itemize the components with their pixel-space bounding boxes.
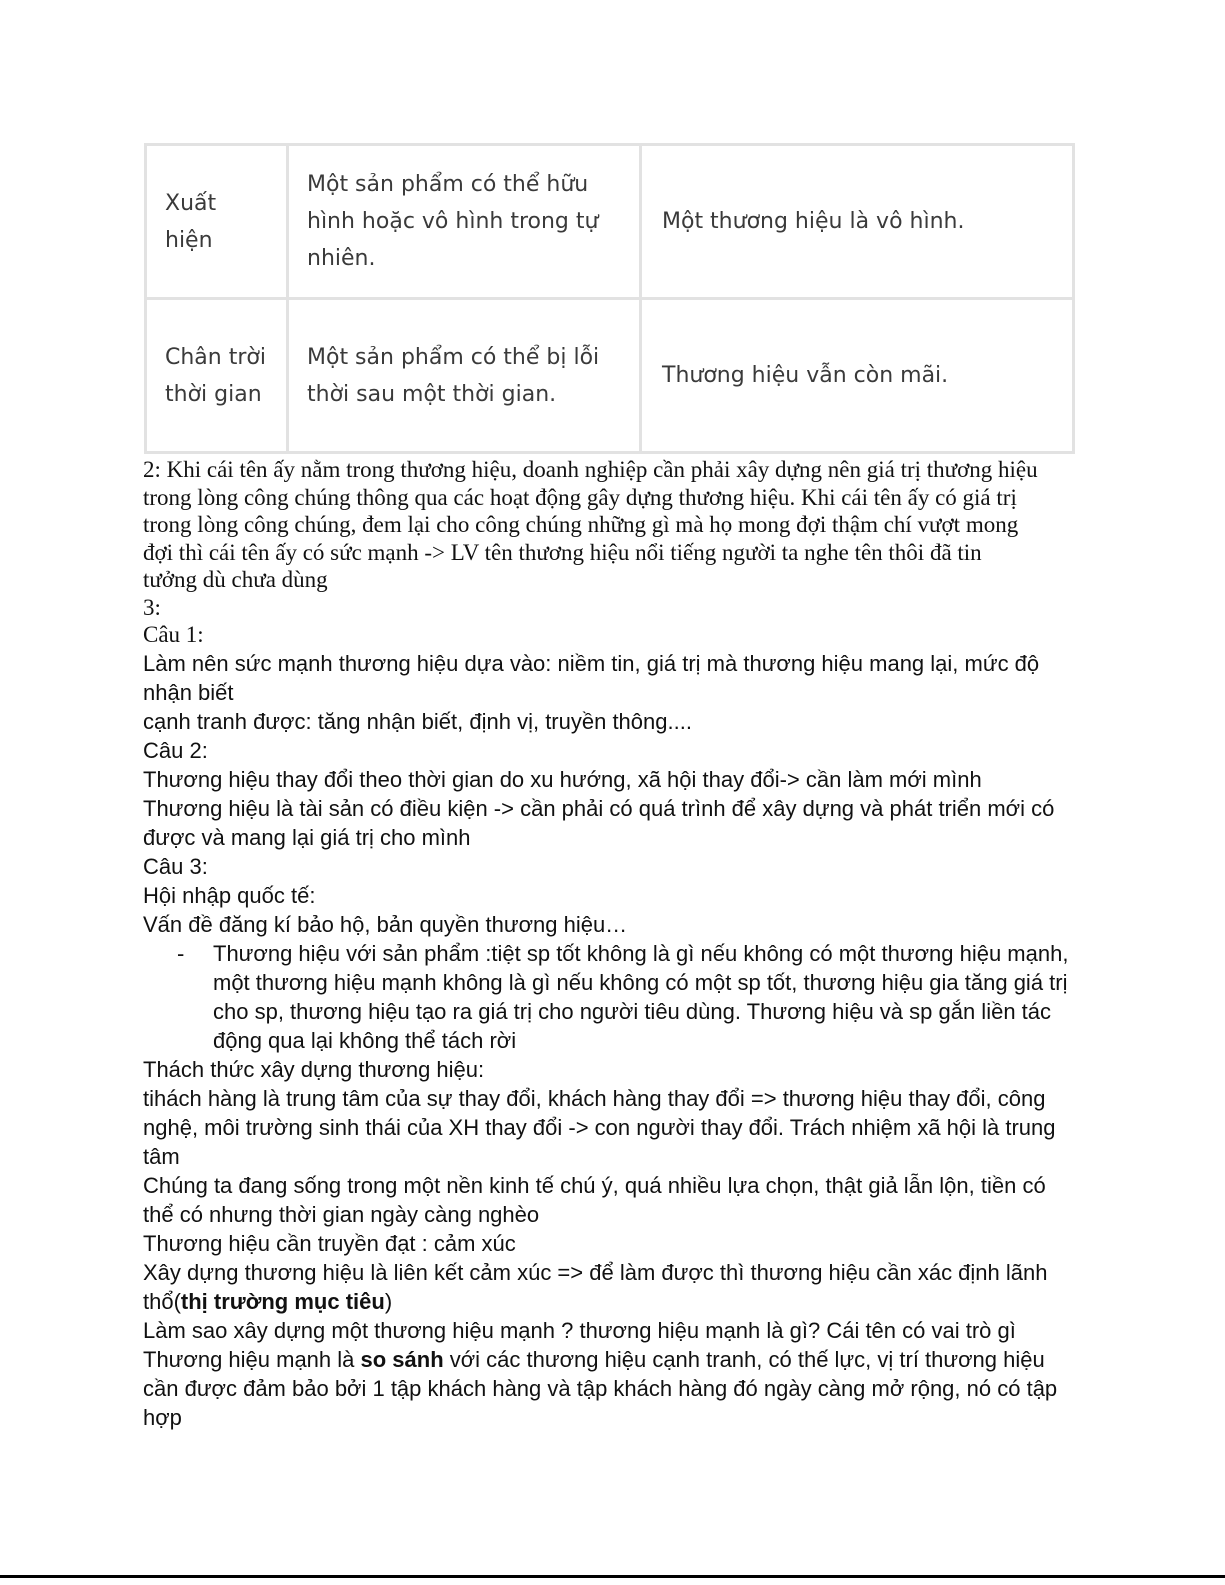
paragraph: Thương hiệu thay đổi theo thời gian do xu hướng, xã hội thay đổi-> cần làm mới mình [143, 766, 982, 792]
text-line: tưởng dù chưa dùng [143, 567, 328, 592]
bold-text: so sánh [360, 1346, 444, 1372]
bullet-text: Thương hiệu với sản phẩm :tiệt sp tốt không là gì nếu không có một thương hiệu mạnh, một thương hiệu mạnh không là gì nếu không có một sp tốt, thương hiệu gia tăng giá trị cho sp, thương hiệu tạo ra giá trị cho người tiêu dùng. Thương hiệu và sp gắn liền tác động qua lại không thể tách rời [213, 940, 1069, 1053]
table-cell-label: Chân trời thời gian [146, 299, 288, 453]
text-line: đợi thì cái tên ấy có sức mạnh -> LV tên thương hiệu nổi tiếng người ta nghe tên thôi đã tin [143, 539, 982, 565]
table-cell-brand: Một thương hiệu là vô hình. [641, 145, 1074, 299]
table-row [146, 299, 1074, 453]
text-run: Thương hiệu mạnh là [143, 1346, 361, 1372]
question-heading-3: Câu 3: [143, 853, 208, 879]
paragraph: Vấn đề đăng kí bảo hộ, bản quyền thương hiệu… [143, 911, 628, 937]
paragraph: Thương hiệu cần truyền đạt : cảm xúc [143, 1230, 516, 1256]
sans-section [143, 649, 1073, 1432]
section-heading-3: 3: [143, 594, 161, 620]
serif-section [143, 456, 1073, 649]
table-cell-label: Xuất hiện [146, 145, 288, 299]
bullet-item [143, 939, 1073, 1055]
question-heading-2: Câu 2: [143, 737, 208, 763]
document-body [143, 456, 1073, 1432]
comparison-table [144, 143, 1075, 454]
paragraph: tihách hàng là trung tâm của sự thay đổi, khách hàng thay đổi => thương hiệu thay đổi, công nghệ, môi trường sinh thái của XH thay đổi -> con người thay đổi. Trách nhiệm xã hội là trung tâm [143, 1085, 1056, 1169]
text-line: 2: Khi cái tên ấy nằm trong thương hiệu, doanh nghiệp cần phải xây dựng nên giá trị thương hiệu [143, 457, 1038, 482]
text-run: Xây dựng thương hiệu là liên kết cảm xúc => để làm được thì thương hiệu cần xác định lãnh thổ( [143, 1259, 1048, 1314]
page-bottom-rule [0, 1575, 1225, 1578]
paragraph: Thách thức xây dựng thương hiệu: [143, 1056, 485, 1082]
text-run: với các thương hiệu cạnh tranh, có thế lực, vị trí thương hiệu cần được đảm bảo bởi 1 tập khách hàng và tập khách hàng đó ngày càng mở rộng, nó có tập hợp [143, 1346, 1058, 1430]
text-line: trong lòng công chúng thông qua các hoạt động gây dựng thương hiệu. Khi cái tên ấy có giá trị [143, 484, 1017, 510]
paragraph: Hội nhập quốc tế: [143, 882, 316, 908]
bold-text: thị trường mục tiêu [180, 1288, 385, 1314]
bullet-dash: - [177, 940, 185, 966]
paragraph: Làm nên sức mạnh thương hiệu dựa vào: niềm tin, giá trị mà thương hiệu mang lại, mức độ nhận biết [143, 650, 1040, 705]
text-line: trong lòng công chúng, đem lại cho công chúng những gì mà họ mong đợi thậm chí vượt mong [143, 512, 1019, 537]
question-heading-1: Câu 1: [143, 622, 204, 647]
paragraph: Chúng ta đang sống trong một nền kinh tế chú ý, quá nhiều lựa chọn, thật giả lẫn lộn, tiền có thể có nhưng thời gian ngày càng nghèo [143, 1172, 1046, 1227]
table-cell-product: Một sản phẩm có thể bị lỗi thời sau một thời gian. [288, 299, 641, 453]
paragraph: cạnh tranh được: tăng nhận biết, định vị, truyền thông.... [143, 708, 692, 734]
paragraph: Thương hiệu là tài sản có điều kiện -> cần phải có quá trình để xây dựng và phát triển mới có được và mang lại giá trị cho mình [143, 795, 1055, 850]
table-row [146, 145, 1074, 299]
paragraph [143, 1258, 1073, 1316]
table-cell-product: Một sản phẩm có thể hữu hình hoặc vô hình trong tự nhiên. [288, 145, 641, 299]
text-run: ) [384, 1288, 393, 1314]
paragraph [143, 1345, 1073, 1432]
paragraph: Làm sao xây dựng một thương hiệu mạnh ? thương hiệu mạnh là gì? Cái tên có vai trò gì [143, 1317, 1016, 1343]
table-cell-brand: Thương hiệu vẫn còn mãi. [641, 299, 1074, 453]
